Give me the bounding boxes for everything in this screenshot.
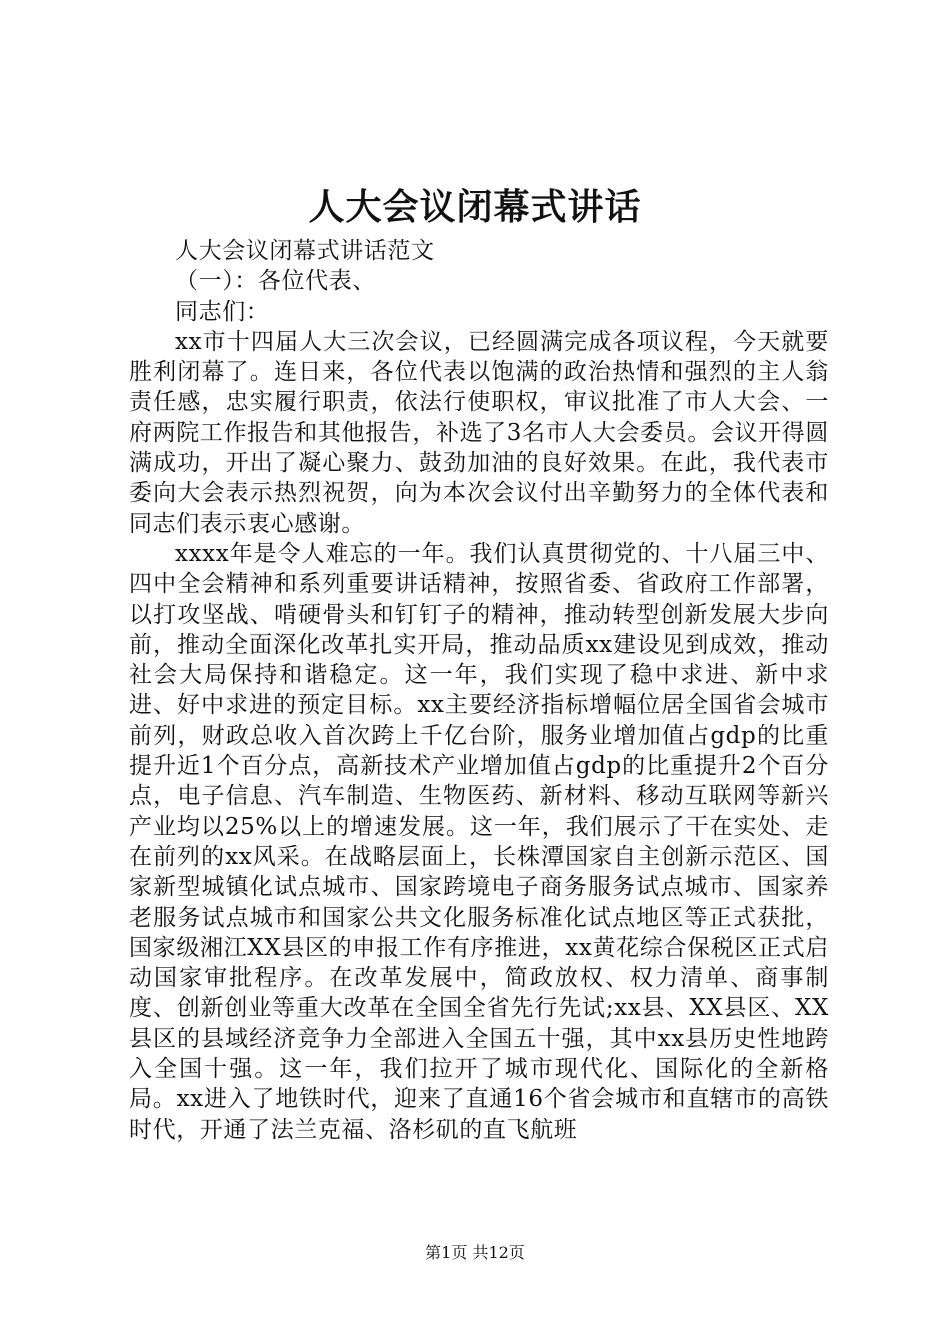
document-title: 人大会议闭幕式讲话 [308,186,642,228]
paragraph-subtitle: 人大会议闭幕式讲话范文 [175,238,435,264]
page-footer: 第1页 共12页 [425,1243,525,1262]
paragraph-salutation-2: 同志们： [175,298,270,325]
paragraph-opening: xx市十四届人大三次会议，已经圆满完成各项议程，今天就要胜利闭幕了。连日来，各位代表以饱满的政治热情和强烈的主人翁责任感，忠实履行职责，依法行使职权，审议批准了市人大会、一府两院工作报告和其他报告，补选了3名市人大会委员。会议开得圆满成功，开出了凝心聚力、鼓劲加油的良好效果。在此，我代表市委向大会表示热烈祝贺，向为本次会议付出辛勤努力的全体代表和同志们表示衷心感谢。 [129,328,829,537]
document-body [129,236,829,1145]
paragraph-review: xxxx年是令人难忘的一年。我们认真贯彻党的、十八届三中、四中全会精神和系列重要讲话精神，按照省委、省政府工作部署，以打攻坚战、啃硬骨头和钉钉子的精神，推动转型创新发展大步向前，推动全面深化改革扎实开局，推动品质xx建设见到成效，推动社会大局保持和谐稳定。这一年，我们实现了稳中求进、新中求进、好中求进的预定目标。xx主要经济指标增幅位居全国省会城市前列，财政总收入首次跨上千亿台阶，服务业增加值占gdp的比重提升近1个百分点，高新技术产业增加值占gdp的比重提升2个百分点，电子信息、汽车制造、生物医药、新材料、移动互联网等新兴产业均以25%以上的增速发展。这一年，我们展示了干在实处、走在前列的xx风采。在战略层面上，长株潭国家自主创新示范区、国家新型城镇化试点城市、国家跨境电子商务服务试点城市、国家养老服务试点城市和国家公共文化服务标准化试点地区等正式获批，国家级湘江XX县区的申报工作有序推进，xx黄花综合保税区正式启动国家审批程序。在改革发展中，简政放权、权力清单、商事制度、创新创业等重大改革在全国全省先行先试;xx县、XX县区、XX县区的县域经济竞争力全部进入全国五十强，其中xx县历史性地跨入全国十强。这一年，我们拉开了城市现代化、国际化的全新格局。xx进入了地铁时代，迎来了直通16个省会城市和直辖市的高铁时代，开通了法兰克福、洛杉矶的直飞航班 [129,540,829,1143]
paragraph-salutation-1: （一）：各位代表、 [175,268,376,295]
